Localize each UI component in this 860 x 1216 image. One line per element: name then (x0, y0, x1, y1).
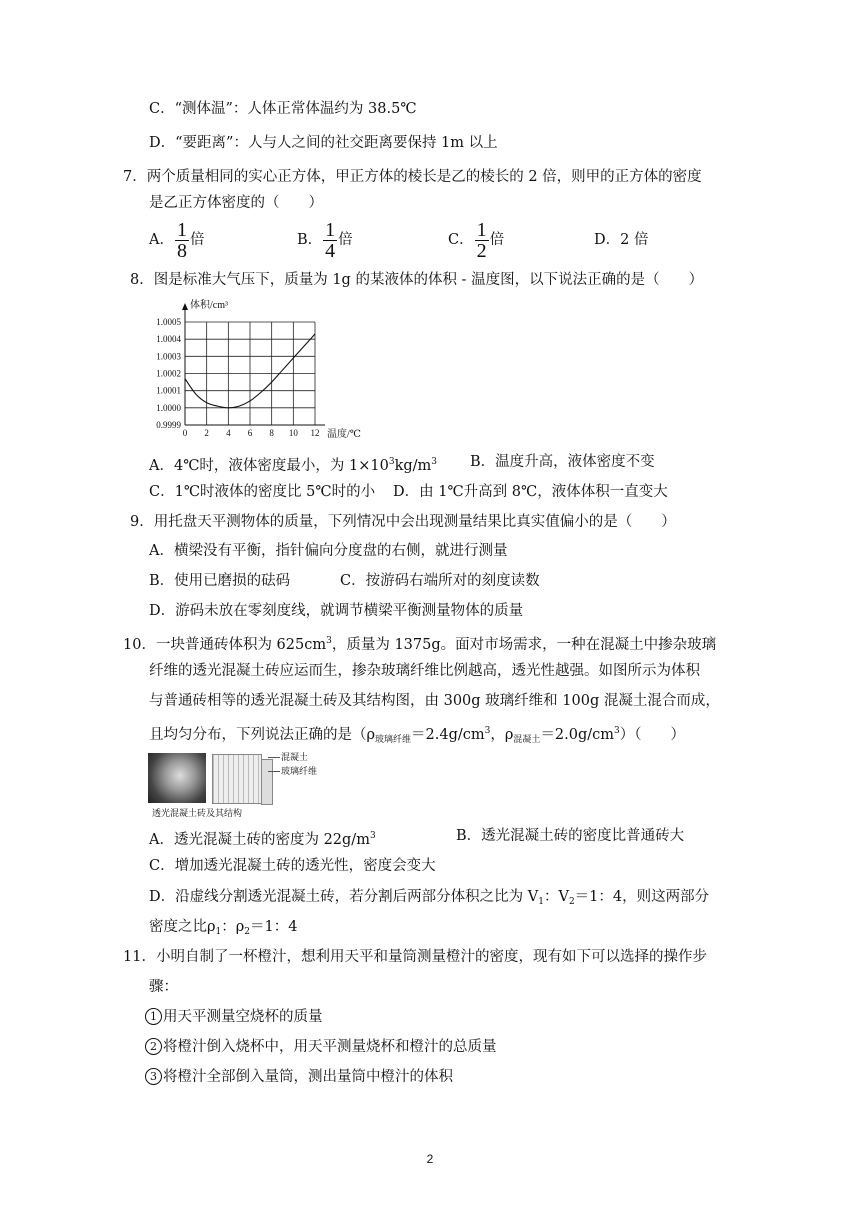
q7-option-a: A． $\frac{1}{8}$ 倍 (149, 218, 205, 262)
q6-option-c: C．“测体温”：人体正常体温约为 38.5℃ (149, 101, 417, 117)
brick-diagram-side (261, 759, 273, 805)
q7-option-d: D．2 倍 (594, 232, 649, 248)
y-tick-label: 1.0003 (156, 351, 181, 362)
concrete-brick-figure (148, 753, 323, 818)
q10-stem-line4: 且均匀分布，下列说法正确的是（$\rho_{玻璃纤维}=2.4g/cm^3$，$\rho_{混凝土}=2.0g/cm^3$）（ ） (149, 726, 686, 745)
q10-option-d-line2: 密度之比$\rho_1$：$\rho_2=1$：4 (149, 919, 298, 937)
circled-number-3: 3 (145, 1068, 162, 1085)
x-tick-label: 6 (247, 428, 253, 438)
y-axis-label: 体积/cm³ (190, 300, 228, 311)
label-line-fiber (268, 771, 280, 772)
brick-structure-diagram (212, 754, 262, 804)
q8-stem: 8．图是标准大气压下，质量为 1g 的某液体的体积 - 温度图，以下说法正确的是（ ） (130, 272, 704, 288)
page-number: 2 (426, 1152, 434, 1166)
q7-option-c: C． $\frac{1}{2}$ 倍 (448, 218, 505, 262)
x-tick-label: 4 (226, 428, 231, 438)
q11-step-2: 2 将橙汁倒入烧杯中，用天平测量烧杯和橙汁的总质量 (145, 1037, 497, 1057)
q9-option-d: D．游码未放在零刻度线，就调节横梁平衡测量物体的质量 (149, 603, 524, 619)
x-tick-label: 12 (310, 428, 320, 438)
y-tick-labels (156, 317, 181, 430)
q8-option-c: C．1℃时液体的密度比 5℃时的小 (149, 484, 376, 500)
x-tick-labels (183, 428, 320, 438)
y-tick-label: 0.9999 (156, 420, 181, 430)
y-tick-label: 1.0005 (156, 317, 181, 327)
chart-axes (182, 303, 325, 425)
fraction-one-half: $\frac{1}{2}$ (476, 218, 487, 262)
volume-temperature-chart (145, 298, 385, 440)
circled-number-1: 1 (145, 1008, 162, 1025)
q11-step-1: 1 用天平测量空烧杯的质量 (145, 1007, 323, 1027)
q10-option-d-line1: D．沿虚线分割透光混凝土砖，若分割后两部分体积之比为 $V_1$：$V_2=1$：4，则这两部分 (149, 889, 710, 907)
q8-option-a: A．4℃时，液体密度最小，为 $1\times 10^3kg/m^3$ (149, 457, 438, 474)
q7-option-b: B． $\frac{1}{4}$ 倍 (297, 218, 353, 262)
q9-option-a: A．横梁没有平衡，指针偏向分度盘的右侧，就进行测量 (149, 543, 508, 559)
q6-option-d: D．“要距离”：人与人之间的社交距离要保持 1m 以上 (149, 135, 498, 151)
label-concrete: 混凝土 (281, 753, 309, 763)
q7-stem-line1: 7．两个质量相同的实心正方体，甲正方体的棱长是乙的棱长的 2 倍，则甲的正方体的密度 (123, 169, 702, 185)
q11-step-3: 3 将橙汁全部倒入量筒，测出量筒中橙汁的体积 (145, 1067, 453, 1087)
x-tick-label: 10 (288, 428, 298, 438)
q10-stem-line1: 10．一块普通砖体积为 $625cm^3$，质量为 1375g。面对市场需求，一种在混凝土中掺杂玻璃 (123, 636, 717, 653)
figure-caption: 透光混凝土砖及其结构 (152, 809, 243, 819)
q9-option-c: C．按游码右端所对的刻度读数 (340, 573, 540, 589)
q10-option-b: B．透光混凝土砖的密度比普通砖大 (456, 828, 685, 844)
q11-stem-line1: 11．小明自制了一杯橙汁，想利用天平和量筒测量橙汁的密度，现有如下可以选择的操作步 (123, 949, 707, 965)
q9-option-b: B．使用已磨损的砝码 (149, 573, 291, 589)
brick-photo (148, 753, 206, 803)
label-glass-fiber: 玻璃纤维 (281, 767, 318, 777)
circled-number-2: 2 (145, 1038, 162, 1055)
q10-stem-line3: 与普通砖相等的透光混凝土砖及其结构图，由 300g 玻璃纤维和 100g 混凝土混合而成， (149, 693, 720, 709)
q7-stem-line2: 是乙正方体密度的（ ） (149, 195, 323, 211)
x-tick-label: 2 (204, 428, 209, 438)
q10-option-c: C．增加透光混凝土砖的透光性，密度会变大 (149, 858, 436, 874)
x-axis-label: 温度/℃ (327, 429, 361, 440)
q9-stem: 9．用托盘天平测物体的质量，下列情况中会出现测量结果比真实值偏小的是（ ） (130, 514, 676, 530)
q8-option-b: B．温度升高，液体密度不变 (470, 454, 655, 470)
q8-option-d: D．由 1℃升高到 8℃，液体体积一直变大 (393, 484, 668, 500)
fraction-one-eighth: $\frac{1}{8}$ (176, 218, 187, 262)
y-tick-label: 1.0004 (156, 334, 181, 345)
y-tick-label: 1.0001 (156, 385, 181, 396)
q10-option-a: A．透光混凝土砖的密度为 $22g/m^3$ (149, 831, 376, 848)
x-tick-label: 0 (182, 428, 188, 438)
y-tick-label: 1.0002 (156, 368, 181, 379)
chart-grid (185, 322, 315, 425)
y-axis-arrow (182, 303, 188, 310)
y-tick-label: 1.0000 (156, 402, 181, 413)
x-tick-label: 8 (269, 428, 274, 438)
q11-stem-line2: 骤： (149, 979, 178, 995)
fraction-one-quarter: $\frac{1}{4}$ (325, 218, 336, 262)
q10-stem-line2: 纤维的透光混凝土砖应运而生，掺杂玻璃纤维比例越高，透光性越强。如图所示为体积 (149, 663, 700, 679)
label-line-concrete (268, 757, 280, 758)
